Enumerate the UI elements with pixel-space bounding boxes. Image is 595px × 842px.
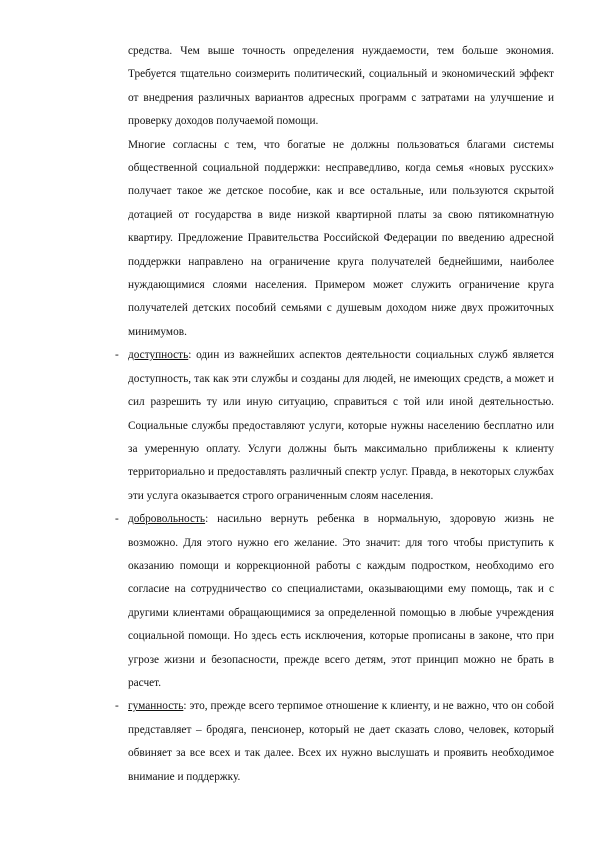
- term-humanity: гуманность: [128, 700, 184, 713]
- term-voluntariness: добровольность: [128, 513, 206, 526]
- list-item: [115, 508, 554, 695]
- list-dash: -: [115, 700, 119, 713]
- paragraph-1: средства. Чем выше точность определения нуждаемости, тем больше экономия. Требуется тщательно соизмерить политический, социальный и экономический эффект от внедрения различных вариантов адресных программ с затратами на улучшение и проверку доходов получаемой помощи.: [128, 45, 554, 128]
- document-body: [115, 40, 554, 789]
- list-item: [115, 695, 554, 789]
- term-accessibility: доступность: [128, 349, 189, 362]
- list-item-text: : насильно вернуть ребенка в нормальную, здоровую жизнь не возможно. Для этого нужно его желание. Это значит: для того чтобы приступить к оказанию помощи и коррекционной работы с каждым подростком, необходимо его согласие на сотрудничество со специалистами, оказывающими ему помощь, так и с другими клиентами обращающимися за определенной помощью в любые учреждения социальной помощи. Но здесь есть исключения, которые прописаны в законе, что при угрозе жизни и безопасности, прежде всего детям, этот принцип можно не брать в расчет.: [128, 513, 554, 689]
- list-item-text: : это, прежде всего терпимое отношение к клиенту, и не важно, что он собой представляет – бродяга, пенсионер, который не дает сказать слово, человек, который обвиняет за все всех и так далее. Всех их нужно выслушать и проявить необходимое внимание и поддержку.: [128, 700, 554, 783]
- list-dash: -: [115, 513, 119, 526]
- principles-list: [115, 344, 554, 789]
- list-item: [115, 344, 554, 508]
- paragraph-2: Многие согласны с тем, что богатые не должны пользоваться благами системы общественной социальной поддержки: несправедливо, когда семья «новых русских» получает такое же детское пособие, как и все остальные, или пользуются скрытой дотацией от государства в виде низкой квартирной платы за свою пятикомнатную квартиру. Предложение Правительства Российской Федерации по введению адресной поддержки направлено на ограничение круга получателей беднейшими, наиболее нуждающимися слоями населения. Примером может служить ограничение круга получателей детских пособий семьями с душевым доходом ниже двух прожиточных минимумов.: [128, 138, 554, 338]
- list-dash: -: [115, 349, 119, 362]
- list-item-text: : один из важнейших аспектов деятельности социальных служб является доступность, так как эти службы и созданы для людей, не имеющих средств, а может и сил разрешить ту или иную ситуацию, справиться с той или иной деятельностью. Социальные службы предоставляют услуги, которые нужны населению бесплатно или за умеренную оплату. Услуги должны быть максимально приближены к клиенту территориально и предоставлять различный спектр услуг. Правда, в некоторых службах эти услуга оказывается строго ограниченным слоям населения.: [128, 349, 554, 502]
